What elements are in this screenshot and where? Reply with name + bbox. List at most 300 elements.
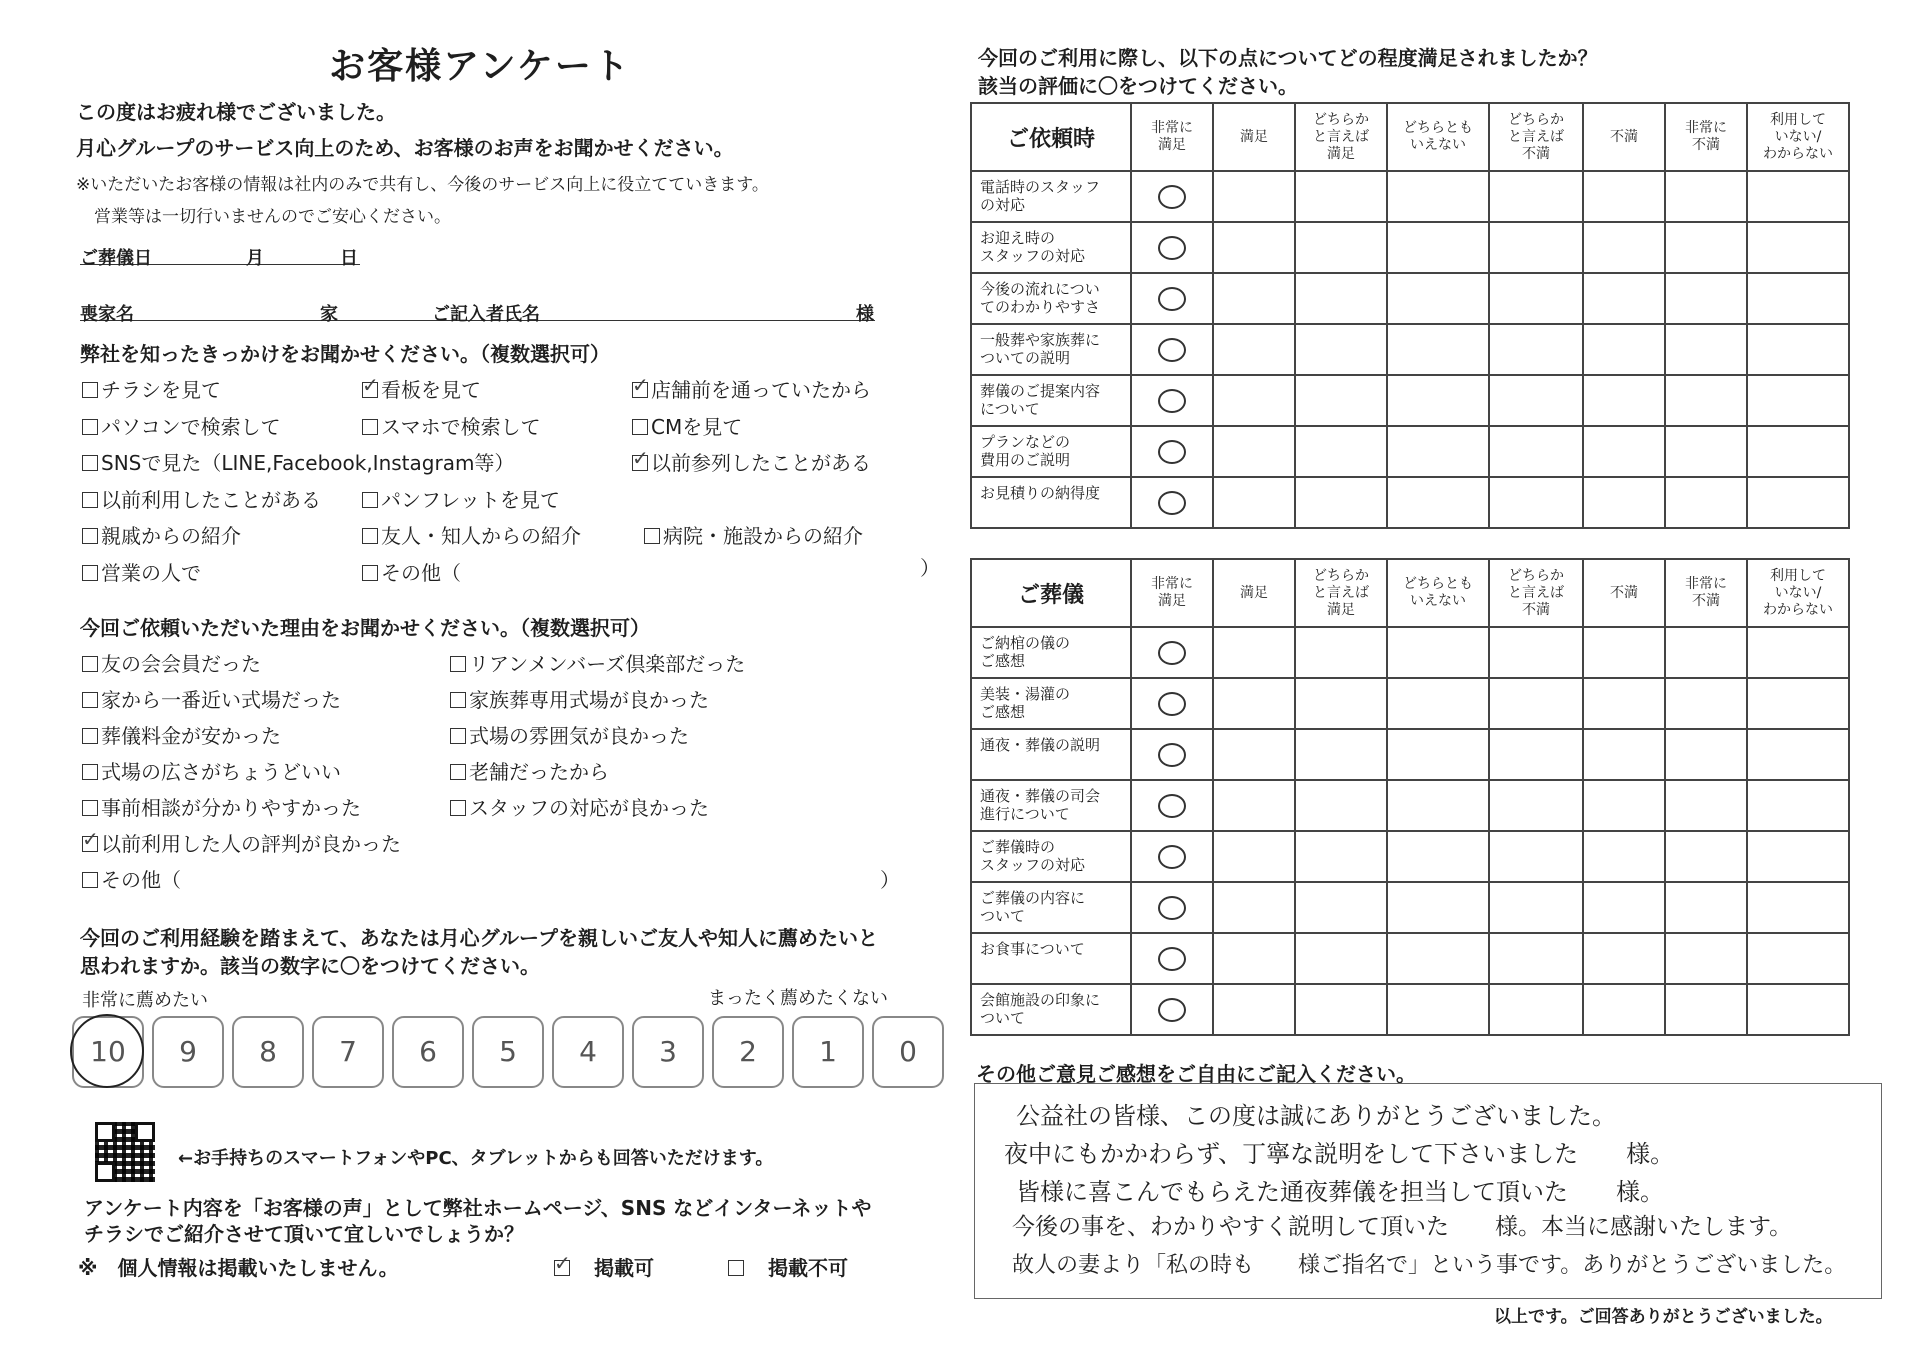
checkbox-label: 営業の人で [101, 560, 201, 585]
rating-cell[interactable] [1295, 477, 1387, 528]
rating-cell[interactable] [1583, 627, 1665, 678]
rating-cell[interactable] [1131, 477, 1213, 528]
checkbox-option[interactable] [362, 484, 560, 513]
rating-cell[interactable] [1387, 627, 1489, 678]
rating-cell[interactable] [1295, 780, 1387, 831]
column-header [1387, 559, 1489, 627]
rating-cell[interactable] [1213, 627, 1295, 678]
row-label [971, 984, 1131, 1035]
rating-cell[interactable] [1583, 831, 1665, 882]
rating-cell[interactable] [1295, 627, 1387, 678]
rating-cell[interactable] [1665, 426, 1747, 477]
row-label-text: 通夜・葬儀の説明 [980, 736, 1101, 754]
checkbox-option[interactable] [632, 447, 871, 476]
checkbox-option[interactable] [82, 720, 281, 749]
publish-ng-option[interactable] [728, 1252, 848, 1281]
rating-cell[interactable] [1747, 324, 1849, 375]
column-header [1665, 103, 1747, 171]
checkbox-checked[interactable] [82, 836, 98, 852]
checkbox-option[interactable] [82, 411, 281, 440]
checkbox-option[interactable] [82, 374, 221, 403]
checkbox[interactable] [82, 656, 98, 672]
rating-cell[interactable] [1489, 273, 1583, 324]
rating-cell[interactable] [1583, 780, 1665, 831]
rating-cell[interactable] [1583, 222, 1665, 273]
checkbox-label: リアンメンバーズ倶楽部だった [469, 652, 746, 676]
q2-heading: 今回ご依頼いただいた理由をお聞かせください。（複数選択可） [80, 616, 650, 640]
column-header [1583, 103, 1665, 171]
rating-cell[interactable] [1131, 831, 1213, 882]
column-header-label: どちらか と言えば 不満 [1508, 567, 1564, 618]
rating-cell[interactable] [1489, 882, 1583, 933]
column-header-label: どちらか と言えば 満足 [1313, 111, 1369, 162]
row-label [971, 729, 1131, 780]
publish-ng-checkbox[interactable] [728, 1260, 744, 1276]
rating-cell[interactable] [1747, 882, 1849, 933]
rating-cell[interactable] [1747, 171, 1849, 222]
funeral-date-day: 日 [340, 248, 358, 269]
checkbox-option[interactable] [362, 520, 581, 549]
rating-cell[interactable] [1489, 426, 1583, 477]
rating-cell[interactable] [1387, 729, 1489, 780]
rating-cell[interactable] [1131, 273, 1213, 324]
rating-cell[interactable] [1665, 222, 1747, 273]
checkbox-label: チラシを見て [101, 378, 221, 402]
rating-cell[interactable] [1665, 375, 1747, 426]
rating-cell[interactable] [1387, 171, 1489, 222]
score-box[interactable]: 4 [552, 1016, 624, 1088]
row-label [971, 933, 1131, 984]
selected-rating-circle [1158, 998, 1186, 1022]
rating-cell[interactable] [1387, 678, 1489, 729]
selected-rating-circle [1158, 692, 1186, 716]
rating-cell[interactable] [1665, 780, 1747, 831]
checkbox[interactable] [362, 528, 378, 544]
rating-cell[interactable] [1213, 375, 1295, 426]
checkbox-label: 病院・施設からの紹介 [663, 524, 863, 548]
rating-cell[interactable] [1489, 933, 1583, 984]
checkbox-option[interactable] [450, 684, 709, 713]
rating-cell[interactable] [1489, 324, 1583, 375]
rating-cell[interactable] [1131, 627, 1213, 678]
selected-rating-circle [1158, 794, 1186, 818]
checkbox-option[interactable] [362, 374, 481, 403]
rating-cell[interactable] [1665, 933, 1747, 984]
selected-rating-circle [1158, 896, 1186, 920]
comments-heading: その他ご意見ご感想をご自由にご記入ください。 [976, 1062, 1416, 1086]
rating-cell[interactable] [1747, 984, 1849, 1035]
q3-heading-2: 思われますか。該当の数字に〇をつけてください。 [80, 954, 540, 978]
rating-cell[interactable] [1747, 780, 1849, 831]
row-label-text: 会館施設の印象に ついて [980, 991, 1101, 1027]
rating-cell[interactable] [1295, 984, 1387, 1035]
column-header-label: 不満 [1610, 128, 1638, 145]
score-box[interactable]: 5 [472, 1016, 544, 1088]
rating-cell[interactable] [1747, 678, 1849, 729]
comment-line-4: 今後の事を、わかりやすく説明して頂いた 様。本当に感謝いたします。 [1012, 1214, 1793, 1240]
table-row [971, 831, 1849, 882]
table-row [971, 375, 1849, 426]
rating-cell[interactable] [1213, 882, 1295, 933]
rating-cell[interactable] [1583, 477, 1665, 528]
table-category: ご葬儀 [971, 559, 1131, 627]
rating-cell[interactable] [1131, 780, 1213, 831]
checkbox-option[interactable] [82, 520, 241, 549]
checkbox-option[interactable] [82, 648, 261, 677]
rating-cell[interactable] [1387, 477, 1489, 528]
rating-cell[interactable] [1131, 678, 1213, 729]
funeral-date-label: ご葬儀日 [80, 248, 152, 269]
rating-cell[interactable] [1747, 426, 1849, 477]
row-label [971, 477, 1131, 528]
rating-cell[interactable] [1131, 324, 1213, 375]
checkbox[interactable] [82, 455, 98, 471]
column-header [1213, 103, 1295, 171]
column-header-label: どちらか と言えば 満足 [1313, 567, 1369, 618]
rating-cell[interactable] [1583, 984, 1665, 1035]
row-label-text: 美装・湯灌の ご感想 [980, 685, 1071, 721]
rating-cell[interactable] [1131, 933, 1213, 984]
rating-cell[interactable] [1213, 678, 1295, 729]
q2-close-paren: ） [880, 868, 900, 892]
checkbox[interactable] [644, 528, 660, 544]
row-label-text: ご葬儀時の スタッフの対応 [980, 838, 1086, 874]
rating-cell[interactable] [1387, 831, 1489, 882]
checkbox[interactable] [450, 692, 466, 708]
rating-cell[interactable] [1213, 324, 1295, 375]
q1-heading: 弊社を知ったきっかけをお聞かせください。（複数選択可） [80, 342, 610, 366]
rating-cell[interactable] [1213, 831, 1295, 882]
checkbox[interactable] [82, 692, 98, 708]
q3-high-label: まったく薦めたくない [708, 988, 888, 1009]
rating-cell[interactable] [1583, 678, 1665, 729]
score-box[interactable]: 8 [232, 1016, 304, 1088]
checkbox-label: CMを見て [651, 414, 743, 439]
checkbox-label: 友人・知人からの紹介 [381, 524, 581, 548]
checkbox-checked[interactable] [632, 455, 648, 471]
row-label-text: 今後の流れについ てのわかりやすさ [980, 280, 1101, 316]
row-label-text: 葬儀のご提案内容 について [980, 382, 1101, 418]
column-header [1131, 559, 1213, 627]
column-header [1747, 559, 1849, 627]
rating-cell[interactable] [1665, 273, 1747, 324]
checkbox[interactable] [82, 382, 98, 398]
rating-cell[interactable] [1747, 831, 1849, 882]
comment-line-1: 公益社の皆様、この度は誠にありがとうございました。 [1016, 1102, 1616, 1130]
rating-cell[interactable] [1295, 933, 1387, 984]
checkbox[interactable] [450, 800, 466, 816]
row-label-text: プランなどの 費用のご説明 [980, 433, 1071, 469]
table-row [971, 171, 1849, 222]
rating-cell[interactable] [1213, 273, 1295, 324]
checkbox-label: 事前相談が分かりやすかった [101, 796, 361, 820]
publish-question-2: チラシでご紹介させて頂いて宜しいでしょうか？ [84, 1222, 524, 1246]
rating-cell[interactable] [1387, 933, 1489, 984]
checkbox-option[interactable] [450, 792, 709, 821]
rating-cell[interactable] [1387, 273, 1489, 324]
rating-cell[interactable] [1665, 324, 1747, 375]
score-box[interactable]: 10 [72, 1016, 144, 1088]
rating-cell[interactable] [1131, 171, 1213, 222]
rating-cell[interactable] [1489, 729, 1583, 780]
row-label [971, 627, 1131, 678]
rating-cell[interactable] [1747, 273, 1849, 324]
checkbox-option[interactable] [82, 864, 181, 893]
selected-rating-circle [1158, 845, 1186, 869]
rating-cell[interactable] [1583, 171, 1665, 222]
checkbox[interactable] [362, 419, 378, 435]
column-header [1747, 103, 1849, 171]
rating-cell[interactable] [1131, 984, 1213, 1035]
checkbox-option[interactable] [450, 720, 689, 749]
checkbox-label: 以前参列したことがある [651, 451, 871, 475]
publish-ok-option[interactable] [554, 1252, 654, 1281]
rating-cell[interactable] [1583, 375, 1665, 426]
rating-cell[interactable] [1387, 984, 1489, 1035]
checkbox[interactable] [82, 764, 98, 780]
checkbox[interactable] [82, 528, 98, 544]
table-row [971, 627, 1849, 678]
qr-code-icon[interactable] [95, 1122, 155, 1182]
rating-cell[interactable] [1213, 933, 1295, 984]
rating-cell[interactable] [1489, 375, 1583, 426]
rating-cell[interactable] [1665, 477, 1747, 528]
score-box[interactable]: 1 [792, 1016, 864, 1088]
rating-cell[interactable] [1747, 375, 1849, 426]
score-box[interactable]: 7 [312, 1016, 384, 1088]
rating-cell[interactable] [1131, 222, 1213, 273]
checkbox[interactable] [362, 565, 378, 581]
rating-cell[interactable] [1583, 324, 1665, 375]
writer-honorific: 様 [856, 304, 874, 325]
rating-cell[interactable] [1131, 375, 1213, 426]
checkbox-label: スタッフの対応が良かった [469, 796, 709, 820]
rating-cell[interactable] [1295, 324, 1387, 375]
checkbox[interactable] [450, 764, 466, 780]
checkbox-option[interactable] [632, 411, 742, 440]
checkbox[interactable] [82, 728, 98, 744]
publish-ok-checkbox[interactable] [554, 1260, 570, 1276]
rating-cell[interactable] [1295, 831, 1387, 882]
rating-cell[interactable] [1213, 780, 1295, 831]
selected-rating-circle [1158, 185, 1186, 209]
checkbox-label: 親戚からの紹介 [101, 524, 241, 548]
column-header-label: 利用して いない/ わからない [1763, 567, 1833, 618]
row-label-text: 通夜・葬儀の司会 進行について [980, 787, 1101, 823]
checkbox-option[interactable] [632, 374, 871, 403]
rating-cell[interactable] [1583, 729, 1665, 780]
table-row [971, 780, 1849, 831]
score-box[interactable]: 9 [152, 1016, 224, 1088]
selected-rating-circle [1158, 440, 1186, 464]
rating-cell[interactable] [1489, 222, 1583, 273]
rating-cell[interactable] [1295, 171, 1387, 222]
checkbox-option[interactable] [450, 756, 609, 785]
row-label-text: ご葬儀の内容に ついて [980, 889, 1086, 925]
checkbox-label: SNSで見た（LINE,Facebook,Instagram等） [101, 451, 515, 475]
funeral-satisfaction-table [970, 558, 1850, 1036]
rating-cell[interactable] [1387, 375, 1489, 426]
checkbox-label: 店舗前を通っていたから [651, 378, 871, 402]
checkbox-checked[interactable] [362, 382, 378, 398]
rating-cell[interactable] [1213, 984, 1295, 1035]
rating-cell[interactable] [1665, 171, 1747, 222]
column-header-label: 満足 [1240, 128, 1268, 145]
checkbox[interactable] [82, 492, 98, 508]
rating-cell[interactable] [1295, 678, 1387, 729]
checkbox-label: 家から一番近い式場だった [101, 688, 341, 712]
checkbox[interactable] [632, 419, 648, 435]
rating-cell[interactable] [1295, 426, 1387, 477]
score-box[interactable]: 2 [712, 1016, 784, 1088]
rating-cell[interactable] [1295, 375, 1387, 426]
rating-cell[interactable] [1747, 729, 1849, 780]
greeting-line-2: 月心グループのサービス向上のため、お客様のお声をお聞かせください。 [76, 136, 734, 160]
greeting-line-1: この度はお疲れ様でございました。 [76, 100, 396, 124]
rating-cell[interactable] [1489, 780, 1583, 831]
rating-cell[interactable] [1387, 324, 1489, 375]
score-box[interactable]: 3 [632, 1016, 704, 1088]
checkbox-label: 老舗だったから [469, 760, 609, 784]
rating-cell[interactable] [1131, 729, 1213, 780]
writer-name-label: ご記入者氏名 [432, 304, 540, 325]
rating-cell[interactable] [1131, 426, 1213, 477]
checkbox-label: パソコンで検索して [101, 414, 281, 439]
column-header [1387, 103, 1489, 171]
score-box[interactable]: 0 [872, 1016, 944, 1088]
column-header-label: どちらとも いえない [1403, 576, 1473, 609]
row-label [971, 375, 1131, 426]
checkbox[interactable] [82, 800, 98, 816]
rating-cell[interactable] [1665, 627, 1747, 678]
checkbox-option[interactable] [362, 411, 541, 440]
rating-cell[interactable] [1295, 222, 1387, 273]
checkbox-option[interactable] [82, 828, 401, 857]
rating-cell[interactable] [1583, 426, 1665, 477]
q1-close-paren: ） [920, 556, 940, 580]
rating-cell[interactable] [1665, 984, 1747, 1035]
checkbox-option[interactable] [82, 557, 201, 586]
publish-question-1: アンケート内容を「お客様の声」として弊社ホームページ、SNS などインターネットや [84, 1196, 872, 1220]
checkbox-option[interactable] [450, 648, 745, 677]
checkbox-option[interactable] [82, 756, 341, 785]
selected-rating-circle [1158, 389, 1186, 413]
column-header [1295, 559, 1387, 627]
rating-cell[interactable] [1295, 882, 1387, 933]
rating-cell[interactable] [1295, 729, 1387, 780]
family-name-label: 喪家名 [80, 304, 134, 325]
column-header-label: 非常に 不満 [1685, 120, 1727, 153]
row-label [971, 324, 1131, 375]
checkbox-option[interactable] [82, 684, 341, 713]
row-label-text: 電話時のスタッフ の対応 [980, 178, 1101, 214]
rating-cell[interactable] [1213, 426, 1295, 477]
table-row [971, 729, 1849, 780]
request-satisfaction-table [970, 102, 1850, 529]
rating-cell[interactable] [1213, 171, 1295, 222]
checkbox-label: その他（ [381, 560, 461, 585]
rating-cell[interactable] [1387, 222, 1489, 273]
column-header [1131, 103, 1213, 171]
rating-cell[interactable] [1747, 477, 1849, 528]
row-label-text: お迎え時の スタッフの対応 [980, 229, 1086, 265]
checkbox-option[interactable] [644, 520, 863, 549]
rating-cell[interactable] [1387, 426, 1489, 477]
rating-cell[interactable] [1747, 933, 1849, 984]
checkbox[interactable] [450, 656, 466, 672]
rating-cell[interactable] [1489, 627, 1583, 678]
rating-cell[interactable] [1489, 984, 1583, 1035]
rating-cell[interactable] [1665, 882, 1747, 933]
checkbox-option[interactable] [82, 447, 514, 476]
checkbox-option[interactable] [82, 484, 321, 513]
rating-cell[interactable] [1747, 627, 1849, 678]
checkbox-option[interactable] [362, 557, 461, 586]
checkbox[interactable] [362, 492, 378, 508]
checkbox-label: その他（ [101, 868, 181, 892]
score-box[interactable]: 6 [392, 1016, 464, 1088]
rating-cell[interactable] [1213, 729, 1295, 780]
column-header-label: どちらとも いえない [1403, 120, 1473, 153]
rating-cell[interactable] [1583, 273, 1665, 324]
comment-line-2: 夜中にもかかわらず、丁寧な説明をして下さいました 様。 [1004, 1140, 1675, 1168]
checkbox[interactable] [82, 419, 98, 435]
rating-cell[interactable] [1489, 678, 1583, 729]
rating-cell[interactable] [1583, 933, 1665, 984]
row-label-text: ご納棺の儀の ご感想 [980, 634, 1071, 670]
checkbox[interactable] [82, 872, 98, 888]
checkbox-checked[interactable] [632, 382, 648, 398]
selected-rating-circle [1158, 947, 1186, 971]
selected-rating-circle [1158, 641, 1186, 665]
table-row [971, 324, 1849, 375]
q3-low-label: 非常に薦めたい [82, 990, 208, 1011]
column-header-label: どちらか と言えば 不満 [1508, 111, 1564, 162]
checkbox-option[interactable] [82, 792, 361, 821]
rating-cell[interactable] [1489, 171, 1583, 222]
table-row [971, 882, 1849, 933]
rating-cell[interactable] [1665, 678, 1747, 729]
table-row [971, 678, 1849, 729]
rating-cell[interactable] [1387, 780, 1489, 831]
column-header [1213, 559, 1295, 627]
rating-cell[interactable] [1747, 222, 1849, 273]
privacy-note-2: 営業等は一切行いませんのでご安心ください。 [94, 207, 451, 227]
row-label-text: 一般葬や家族葬に ついての説明 [980, 331, 1101, 367]
satisfaction-heading-1: 今回のご利用に際し、以下の点についてどの程度満足されましたか？ [978, 46, 1598, 70]
rating-cell[interactable] [1489, 477, 1583, 528]
table-category: ご依頼時 [971, 103, 1131, 171]
comment-line-5: 故人の妻より「私の時も 様ご指名で」という事です。ありがとうございました。 [1012, 1253, 1847, 1278]
rating-cell[interactable] [1131, 882, 1213, 933]
rating-cell[interactable] [1665, 729, 1747, 780]
checkbox[interactable] [82, 565, 98, 581]
rating-cell[interactable] [1213, 222, 1295, 273]
row-label [971, 882, 1131, 933]
checkbox[interactable] [450, 728, 466, 744]
rating-cell[interactable] [1295, 273, 1387, 324]
column-header-label: 満足 [1240, 584, 1268, 601]
q3-heading-1: 今回のご利用経験を踏まえて、あなたは月心グループを親しいご友人や知人に薦めたいと [80, 926, 878, 950]
funeral-date-month: 月 [246, 248, 264, 269]
rating-cell[interactable] [1213, 477, 1295, 528]
rating-cell[interactable] [1583, 882, 1665, 933]
column-header [1665, 559, 1747, 627]
rating-cell[interactable] [1387, 882, 1489, 933]
publish-privacy: ※ 個人情報は掲載いたしません。 [78, 1256, 399, 1280]
rating-cell[interactable] [1665, 831, 1747, 882]
rating-cell[interactable] [1489, 831, 1583, 882]
